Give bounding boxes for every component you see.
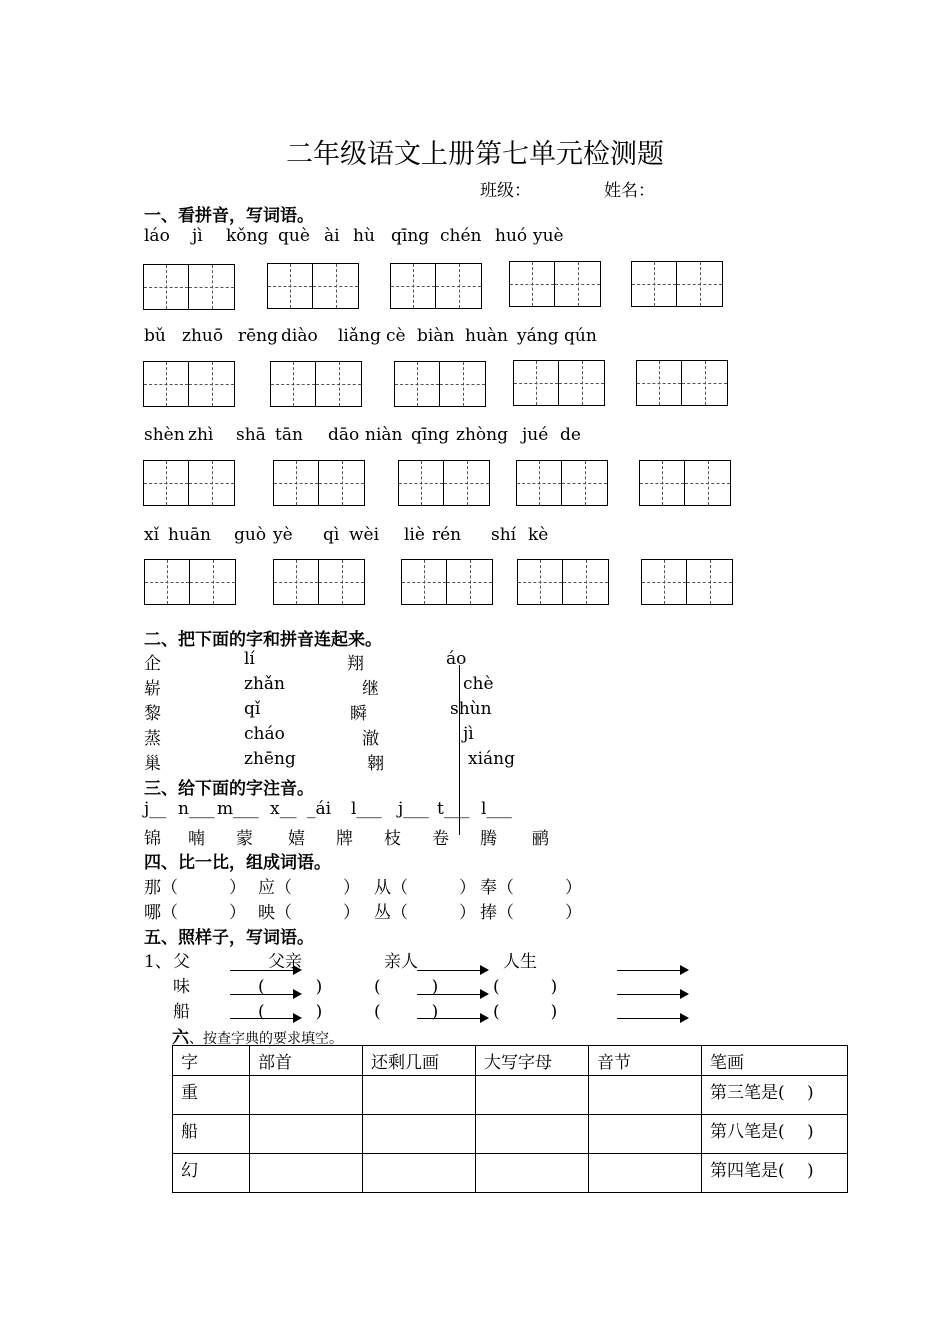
table-cell[interactable] [476,1154,589,1193]
writing-grid[interactable] [636,360,728,406]
char: 枝 [384,829,401,849]
table-header: 部首 [250,1046,363,1076]
char: 锦 [144,829,161,849]
answer-blank[interactable]: ( ) [493,977,558,997]
table-cell: 重 [173,1076,250,1115]
char: 企 [144,654,161,674]
writing-grid[interactable] [273,460,365,506]
pinyin: jué [522,425,549,445]
answer-blank[interactable]: ( ) [258,1002,323,1022]
char: 瞬 [350,704,367,724]
pinyin: dāo [328,425,360,445]
pinyin: shùn [450,699,492,719]
arrow-icon [417,1018,487,1019]
writing-grid[interactable] [513,360,605,406]
pinyin: huàn [465,326,508,346]
table-cell[interactable] [250,1076,363,1115]
table-cell[interactable] [363,1076,476,1115]
name-label: 姓名： [604,181,655,201]
pinyin: cháo [244,724,285,744]
blank[interactable]: t___ [437,799,470,819]
table-cell[interactable] [476,1115,589,1154]
writing-grid[interactable] [273,559,365,605]
section-6-number: 六 [172,1028,189,1048]
writing-grid[interactable] [143,264,235,310]
pinyin: chè [463,674,494,694]
compare-item[interactable]: 哪（ ） [144,903,246,923]
pinyin: shèn [144,425,185,445]
answer-blank[interactable]: ( ) [374,1002,439,1022]
table-cell[interactable] [250,1115,363,1154]
arrow-icon [230,1018,300,1019]
writing-grid[interactable] [641,559,733,605]
page-title: 二年级语文上册第七单元检测题 [286,139,664,170]
dictionary-table [172,1045,848,1193]
blank[interactable]: m___ [217,799,259,819]
compare-item[interactable]: 那（ ） [144,878,246,898]
table-row [173,1154,848,1193]
char: 翱 [367,754,384,774]
row-char: 味 [173,977,190,997]
section-3-heading: 三、给下面的字注音。 [144,779,314,799]
char: 澈 [362,729,379,749]
writing-grid[interactable] [401,559,493,605]
pinyin: áo [446,649,467,669]
writing-grid[interactable] [144,559,236,605]
table-cell: 幻 [173,1154,250,1193]
table-cell: 船 [173,1115,250,1154]
table-row [173,1076,848,1115]
table-header: 大写字母 [476,1046,589,1076]
section-5-heading: 五、照样子，写词语。 [144,928,314,948]
section-2-heading: 二、把下面的字和拼音连起来。 [144,630,382,650]
blank[interactable]: j__ [144,799,167,819]
example-word: 父亲 [268,952,302,972]
pinyin: kǒng [226,226,269,246]
char: 蒸 [144,729,161,749]
pinyin: biàn [417,326,455,346]
pinyin: qún [564,326,597,346]
answer-blank[interactable]: ( ) [258,977,323,997]
writing-grid[interactable] [394,361,486,407]
pinyin: jì [192,226,203,246]
char: 卷 [432,829,449,849]
writing-grid[interactable] [517,559,609,605]
pinyin: ài [324,226,340,246]
arrow-icon [230,994,300,995]
pinyin: hù [353,226,375,246]
pinyin: qǐ [244,699,261,719]
example-word: 人生 [503,952,537,972]
char: 继 [362,679,379,699]
pinyin: yè [273,525,293,545]
pinyin: rén [432,525,462,545]
char: 嬉 [288,829,305,849]
table-header: 字 [173,1046,250,1076]
pinyin: qīng [391,226,430,246]
row-char: 船 [173,1002,190,1022]
table-cell[interactable] [476,1076,589,1115]
char: 喃 [188,829,205,849]
pinyin: liè [404,525,425,545]
writing-grid[interactable] [267,263,359,309]
class-label: 班级： [480,181,531,201]
table-header: 还剩几画 [363,1046,476,1076]
pinyin: què [278,226,310,246]
example-char: 父 [173,952,190,972]
table-cell[interactable] [589,1076,702,1115]
pinyin: kè [528,525,549,545]
pinyin: zhēng [244,749,296,769]
pinyin: huān [168,525,211,545]
char: 黎 [144,704,161,724]
writing-grid[interactable] [143,460,235,506]
section-4-heading: 四、比一比，组成词语。 [144,853,331,873]
pinyin: zhì [188,425,214,445]
pinyin: liǎng [338,326,381,346]
table-cell[interactable]: 第三笔是( ) [702,1076,848,1115]
arrow-icon [230,970,300,971]
blank[interactable]: j___ [398,799,429,819]
char: 翔 [347,654,364,674]
table-cell[interactable] [363,1154,476,1193]
table-cell[interactable]: 第四笔是( ) [702,1154,848,1193]
pinyin: yáng [517,326,559,346]
table-cell[interactable] [250,1154,363,1193]
pinyin: niàn [365,425,403,445]
table-header: 笔画 [702,1046,848,1076]
char: 巢 [144,754,161,774]
char: 崭 [144,679,161,699]
pinyin: tān [275,425,303,445]
compare-item[interactable]: 奉（ ） [480,878,582,898]
compare-item[interactable]: 映（ ） [258,903,360,923]
section-6-text: 、按查字典的要求填空。 [189,1031,343,1047]
writing-grid[interactable] [270,361,362,407]
table-header: 音节 [589,1046,702,1076]
blank[interactable]: x__ [270,799,297,819]
pinyin: qīng [411,425,450,445]
table-cell[interactable] [589,1154,702,1193]
arrow-icon [417,994,487,995]
pinyin: wèi [349,525,380,545]
example-word: 亲人 [384,952,418,972]
char: 牌 [336,829,353,849]
writing-grid[interactable] [639,460,731,506]
pinyin: huó [495,226,528,246]
pinyin: diào [281,326,318,346]
char: 蒙 [236,829,253,849]
pinyin: láo [144,226,170,246]
table-row [173,1115,848,1154]
pinyin: zhuō [182,326,224,346]
pinyin: cè [386,326,406,346]
section-1-heading: 一、看拼音，写词语。 [144,206,314,226]
table-cell[interactable] [363,1115,476,1154]
compare-item[interactable]: 应（ ） [258,878,360,898]
pinyin: bǔ [144,326,166,346]
pinyin: shā [236,425,266,445]
answer-blank[interactable]: ( ) [374,977,439,997]
compare-item[interactable]: 从（ ） [374,878,476,898]
blank[interactable]: l___ [481,799,512,819]
arrow-icon [417,970,487,971]
arrow-icon [617,1018,687,1019]
answer-blank[interactable]: ( ) [493,1002,558,1022]
item-number: 1、 [144,952,172,972]
writing-grid[interactable] [509,261,601,307]
table-header-row [173,1046,848,1076]
arrow-icon [617,994,687,995]
writing-grid[interactable] [516,460,608,506]
pinyin: xiáng [468,749,515,769]
pinyin: lí [244,649,255,669]
pinyin: rēng [238,326,279,346]
compare-item[interactable]: 捧（ ） [480,903,582,923]
writing-grid[interactable] [143,361,235,407]
writing-grid[interactable] [631,261,723,307]
pinyin: zhòng [456,425,508,445]
pinyin: shí [491,525,517,545]
blank[interactable]: l___ [351,799,382,819]
char: 鹂 [532,829,549,849]
pinyin: yuè [533,226,564,246]
pinyin: chén [440,226,482,246]
table-cell[interactable]: 第八笔是( ) [702,1115,848,1154]
table-cell[interactable] [589,1115,702,1154]
arrow-icon [617,970,687,971]
writing-grid[interactable] [390,263,482,309]
blank[interactable]: n___ [178,799,215,819]
pinyin: de [560,425,581,445]
blank[interactable]: _ái [307,799,332,819]
pinyin: jì [463,724,474,744]
pinyin: guò [234,525,267,545]
pinyin: qì [323,525,340,545]
pinyin: zhǎn [244,674,285,694]
pinyin: xǐ [144,525,160,545]
char: 腾 [480,829,497,849]
compare-item[interactable]: 丛（ ） [374,903,476,923]
writing-grid[interactable] [398,460,490,506]
